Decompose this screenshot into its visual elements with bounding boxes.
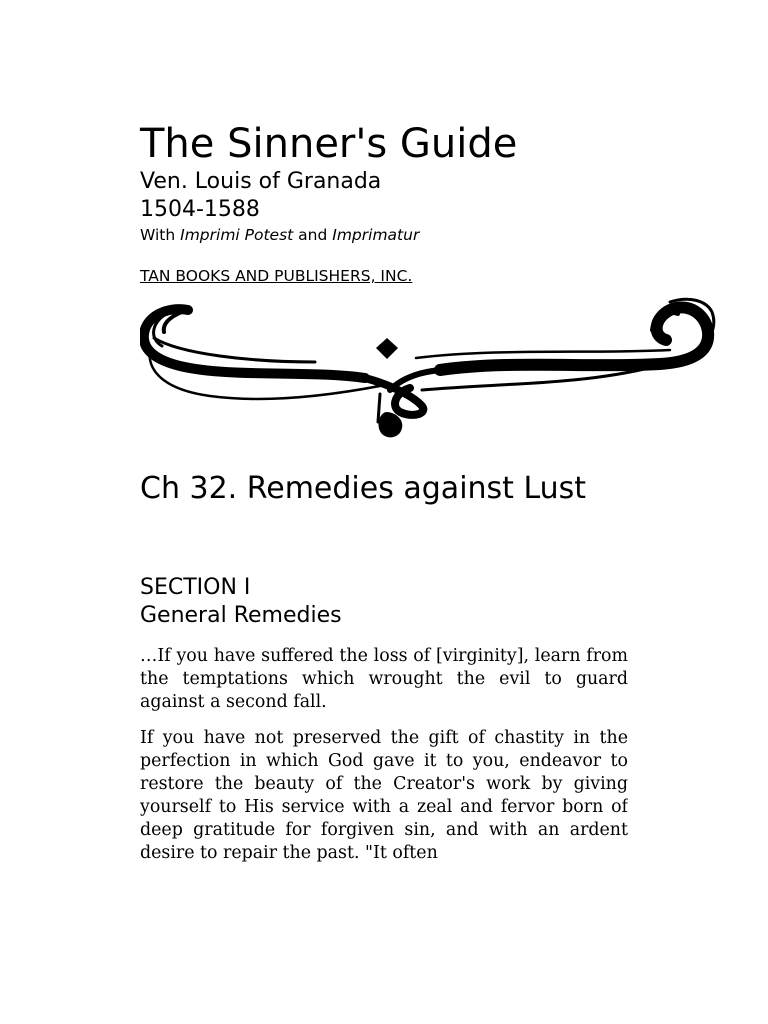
approval-line [140, 224, 419, 246]
book-title: The Sinner's Guide [140, 121, 518, 167]
book-author: Ven. Louis of Granada [140, 169, 382, 194]
section-title: General Remedies [140, 603, 342, 628]
body-paragraph-2: If you have not preserved the gift of chastity in the perfection in which God gave it to you, endeavor to restore the beauty of the Creator's work by giving yourself to His service with a zeal and fervor born of deep gratitude for forgiven sin, and with an ardent desire to repair the past. "It often [140, 728, 628, 864]
approval-term-imprimatur: Imprimatur [332, 226, 420, 244]
approval-prefix: With [140, 226, 181, 244]
author-years: 1504-1588 [140, 197, 260, 222]
body-paragraph-1: …If you have suffered the loss of [virginity], learn from the temptations which wrought the evil to guard against a second fall. [140, 646, 628, 713]
approval-joiner: and [293, 226, 333, 244]
scroll-flourish-ornament-icon [140, 294, 720, 444]
publisher-link[interactable]: TAN BOOKS AND PUBLISHERS, INC. [140, 267, 413, 285]
section-label: SECTION I [140, 575, 251, 600]
chapter-heading: Ch 32. Remedies against Lust [140, 471, 587, 506]
publisher-line [140, 265, 412, 287]
approval-term-imprimi-potest: Imprimi Potest [180, 226, 294, 244]
